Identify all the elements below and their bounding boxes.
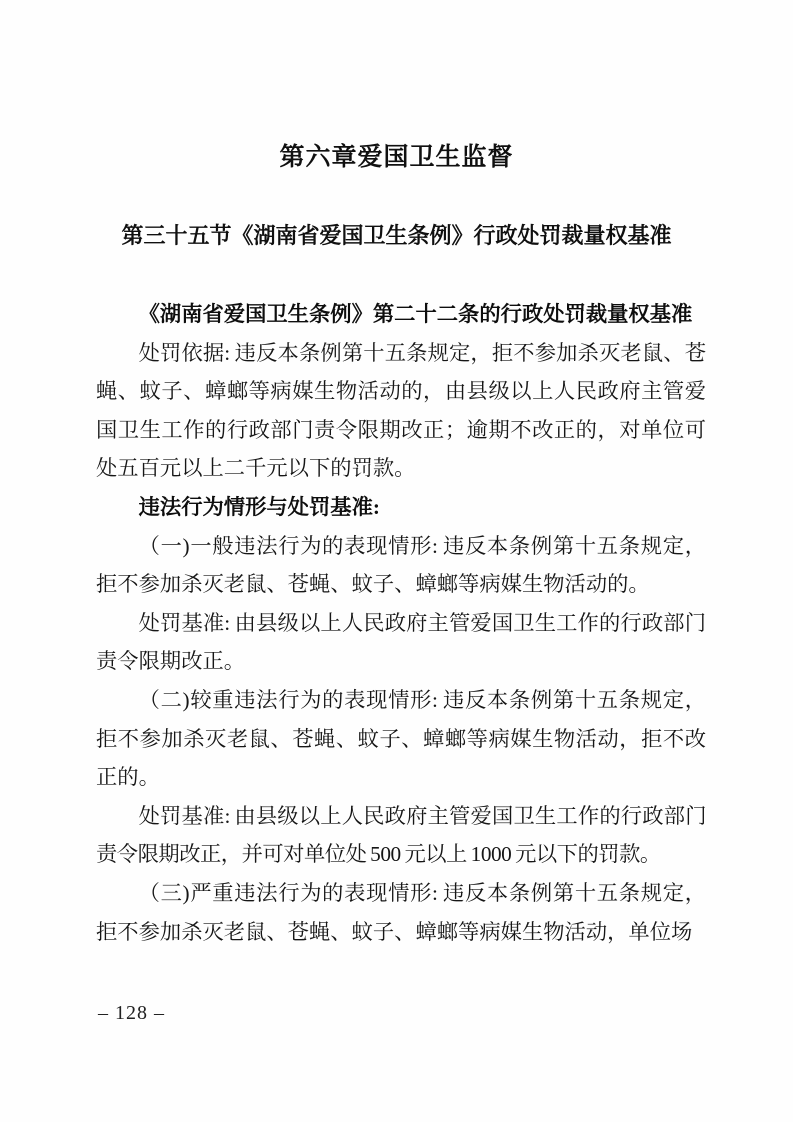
paragraph-item1-situation: （一)一般违法行为的表现情形: 违反本条例第十五条规定，拒不参加杀灭老鼠、苍蝇、蚊子、蟑螂等病媒生物活动的。: [96, 533, 706, 597]
paragraph-item2-penalty: 处罚基准: 由县级以上人民政府主管爱国卫生工作的行政部门责令限期改正，并可对单位处 500 元以上 1000 元以下的罚款。: [96, 803, 706, 867]
heading-violation-standards: 违法行为情形与处罚基准:: [138, 494, 380, 519]
chapter-title: 第六章爱国卫生监督: [279, 143, 514, 171]
subsection-heading: 《湖南省爱国卫生条例》第二十二条的行政处罚裁量权基准: [138, 302, 693, 326]
paragraph-penalty-basis: 处罚依据: 违反本条例第十五条规定，拒不参加杀灭老鼠、苍蝇、蚊子、蟑螂等病媒生物活动的，由县级以上人民政府主管爱国卫生工作的行政部门责令限期改正；逾期不改正的，对单位可处五百元以上二千元以下的罚款。: [96, 340, 706, 481]
paragraph-item2-situation: （二)较重违法行为的表现情形: 违反本条例第十五条规定，拒不参加杀灭老鼠、苍蝇、蚊子、蟑螂等病媒生物活动，拒不改正的。: [96, 687, 706, 790]
document-body: [96, 295, 706, 951]
paragraph-item3-situation: （三)严重违法行为的表现情形: 违反本条例第十五条规定，拒不参加杀灭老鼠、苍蝇、蚊子、蟑螂等病媒生物活动，单位场: [96, 880, 706, 944]
section-title: 第三十五节《湖南省爱国卫生条例》行政处罚裁量权基准: [121, 223, 672, 248]
paragraph-item1-penalty: 处罚基准: 由县级以上人民政府主管爱国卫生工作的行政部门责令限期改正。: [96, 610, 706, 674]
page-number: – 128 –: [98, 1002, 165, 1024]
